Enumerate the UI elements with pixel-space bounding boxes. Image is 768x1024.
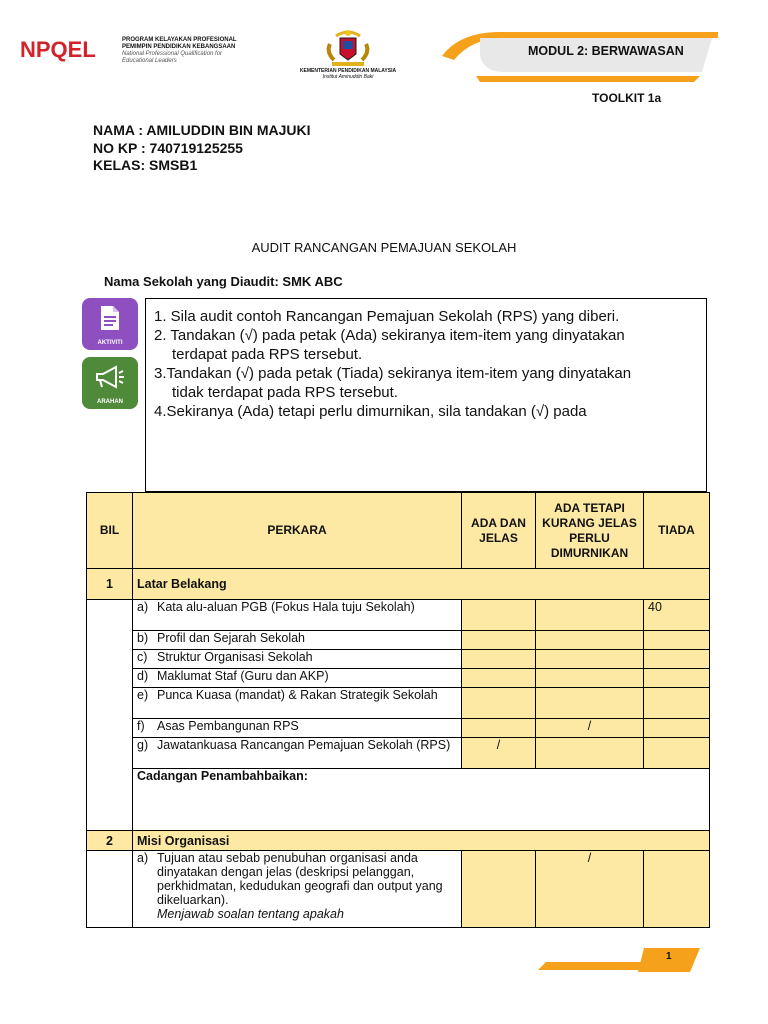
- check-cell[interactable]: [644, 851, 710, 928]
- audit-table: [86, 492, 710, 928]
- document-title: AUDIT RANCANGAN PEMAJUAN SEKOLAH: [251, 240, 517, 255]
- student-id: NO KP : 740719125255: [93, 140, 243, 156]
- check-cell[interactable]: /: [536, 719, 644, 738]
- audited-school: Nama Sekolah yang Diaudit: SMK ABC: [104, 274, 343, 289]
- table-row: a) Tujuan atau sebab penubuhan organisasi anda dinyatakan dengan jelas (deskripsi pelanggan, perkhidmatan, kedudukan geografi dan output yang dikeluarkan). Menjawab soalan tentang apakah /: [87, 851, 710, 928]
- check-cell[interactable]: [462, 851, 536, 928]
- check-cell[interactable]: [644, 631, 710, 650]
- section-number: 1: [87, 569, 133, 600]
- check-cell[interactable]: [462, 631, 536, 650]
- section-number: 2: [87, 831, 133, 851]
- suggestion-row: [87, 769, 710, 831]
- item-text: Maklumat Staf (Guru dan AKP): [157, 669, 329, 683]
- page-number: 1: [666, 951, 672, 962]
- item-text: Asas Pembangunan RPS: [157, 719, 299, 733]
- megaphone-icon: [94, 365, 126, 389]
- check-cell[interactable]: [462, 719, 536, 738]
- check-cell[interactable]: [644, 650, 710, 669]
- check-cell[interactable]: [462, 688, 536, 719]
- suggestion-field[interactable]: Cadangan Penambahbaikan:: [133, 769, 710, 831]
- item-text: Punca Kuasa (mandat) & Rakan Strategik Sekolah: [157, 688, 438, 702]
- header-perkara: PERKARA: [133, 493, 462, 569]
- instruction-2: 2. Tandakan (√) pada petak (Ada) sekiranya item-item yang dinyatakan: [154, 327, 625, 344]
- check-cell[interactable]: [536, 738, 644, 769]
- table-row: a) Kata alu-aluan PGB (Fokus Hala tuju Sekolah) 40: [87, 600, 710, 631]
- student-name: NAMA : AMILUDDIN BIN MAJUKI: [93, 122, 311, 138]
- direction-label: ARAHAN: [97, 399, 123, 405]
- program-title: PROGRAM KELAYAKAN PROFESIONAL PEMIMPIN PENDIDIKAN KEBANGSAAN National Professional Qualification for Educational Leaders: [122, 37, 237, 64]
- instruction-4: 4.Sekiranya (Ada) tetapi perlu dimurnikan, sila tandakan (√) pada: [154, 403, 587, 420]
- item-text: Kata alu-aluan PGB (Fokus Hala tuju Sekolah): [157, 600, 415, 614]
- instruction-3-cont: tidak terdapat pada RPS tersebut.: [172, 384, 398, 401]
- header-tiada: TIADA: [644, 493, 710, 569]
- instruction-1: 1. Sila audit contoh Rancangan Pemajuan Sekolah (RPS) yang diberi.: [154, 308, 620, 325]
- table-row: g) Jawatankuasa Rancangan Pemajuan Sekolah (RPS) /: [87, 738, 710, 769]
- check-cell[interactable]: [536, 688, 644, 719]
- header-ada: ADA DAN JELAS: [462, 493, 536, 569]
- table-row: f) Asas Pembangunan RPS /: [87, 719, 710, 738]
- check-cell[interactable]: [462, 600, 536, 631]
- check-cell[interactable]: [644, 719, 710, 738]
- check-cell[interactable]: [644, 669, 710, 688]
- item-italic-note: Menjawab soalan tentang apakah: [157, 907, 344, 921]
- item-text: Jawatankuasa Rancangan Pemajuan Sekolah (RPS): [157, 738, 451, 752]
- check-cell[interactable]: /: [462, 738, 536, 769]
- table-header-row: [87, 493, 710, 569]
- item-text: Tujuan atau sebab penubuhan organisasi anda dinyatakan dengan jelas (deskripsi pelanggan, perkhidmatan, kedudukan geografi dan output yang dikeluarkan).: [157, 851, 443, 907]
- instructions-box: [145, 298, 707, 492]
- direction-tile: [82, 357, 138, 409]
- svg-text:NPQEL: NPQEL: [20, 37, 96, 62]
- section-title: Latar Belakang: [133, 569, 710, 600]
- npqel-logo: [20, 36, 118, 62]
- check-cell[interactable]: [536, 631, 644, 650]
- header-bil: BIL: [87, 493, 133, 569]
- table-row: c) Struktur Organisasi Sekolah: [87, 650, 710, 669]
- section-title: Misi Organisasi: [133, 831, 710, 851]
- check-cell[interactable]: [462, 650, 536, 669]
- toolkit-label: TOOLKIT 1a: [592, 91, 662, 105]
- table-row: d) Maklumat Staf (Guru dan AKP): [87, 669, 710, 688]
- activity-tile: [82, 298, 138, 350]
- table-row: e) Punca Kuasa (mandat) & Rakan Strategik Sekolah: [87, 688, 710, 719]
- check-cell[interactable]: /: [536, 851, 644, 928]
- instruction-2-cont: terdapat pada RPS tersebut.: [172, 346, 363, 363]
- student-class: KELAS: SMSB1: [93, 157, 198, 173]
- item-text: Profil dan Sejarah Sekolah: [157, 631, 306, 645]
- ministry-label: KEMENTERIAN PENDIDIKAN MALAYSIA Institut Aminuddin Baki: [299, 68, 397, 80]
- section-row: [87, 831, 710, 851]
- instruction-3: 3.Tandakan (√) pada petak (Tiada) sekiranya item-item yang dinyatakan: [154, 365, 632, 382]
- table-row: b) Profil dan Sejarah Sekolah: [87, 631, 710, 650]
- section-row: [87, 569, 710, 600]
- item-text: Struktur Organisasi Sekolah: [157, 650, 313, 664]
- check-cell[interactable]: [536, 669, 644, 688]
- module-banner: [420, 26, 720, 96]
- header-ada-tetapi: ADA TETAPI KURANG JELAS PERLU DIMURNIKAN: [536, 493, 644, 569]
- module-title: MODUL 2: BERWAWASAN: [528, 44, 684, 58]
- activity-label: AKTIVITI: [97, 340, 123, 346]
- check-cell[interactable]: [644, 688, 710, 719]
- check-cell[interactable]: [536, 600, 644, 631]
- footer-ribbon: [538, 946, 710, 976]
- check-cell[interactable]: [462, 669, 536, 688]
- coat-of-arms-icon: [322, 26, 374, 70]
- check-cell[interactable]: 40: [644, 600, 710, 631]
- check-cell[interactable]: [536, 650, 644, 669]
- check-cell[interactable]: [644, 738, 710, 769]
- document-icon: [99, 305, 121, 331]
